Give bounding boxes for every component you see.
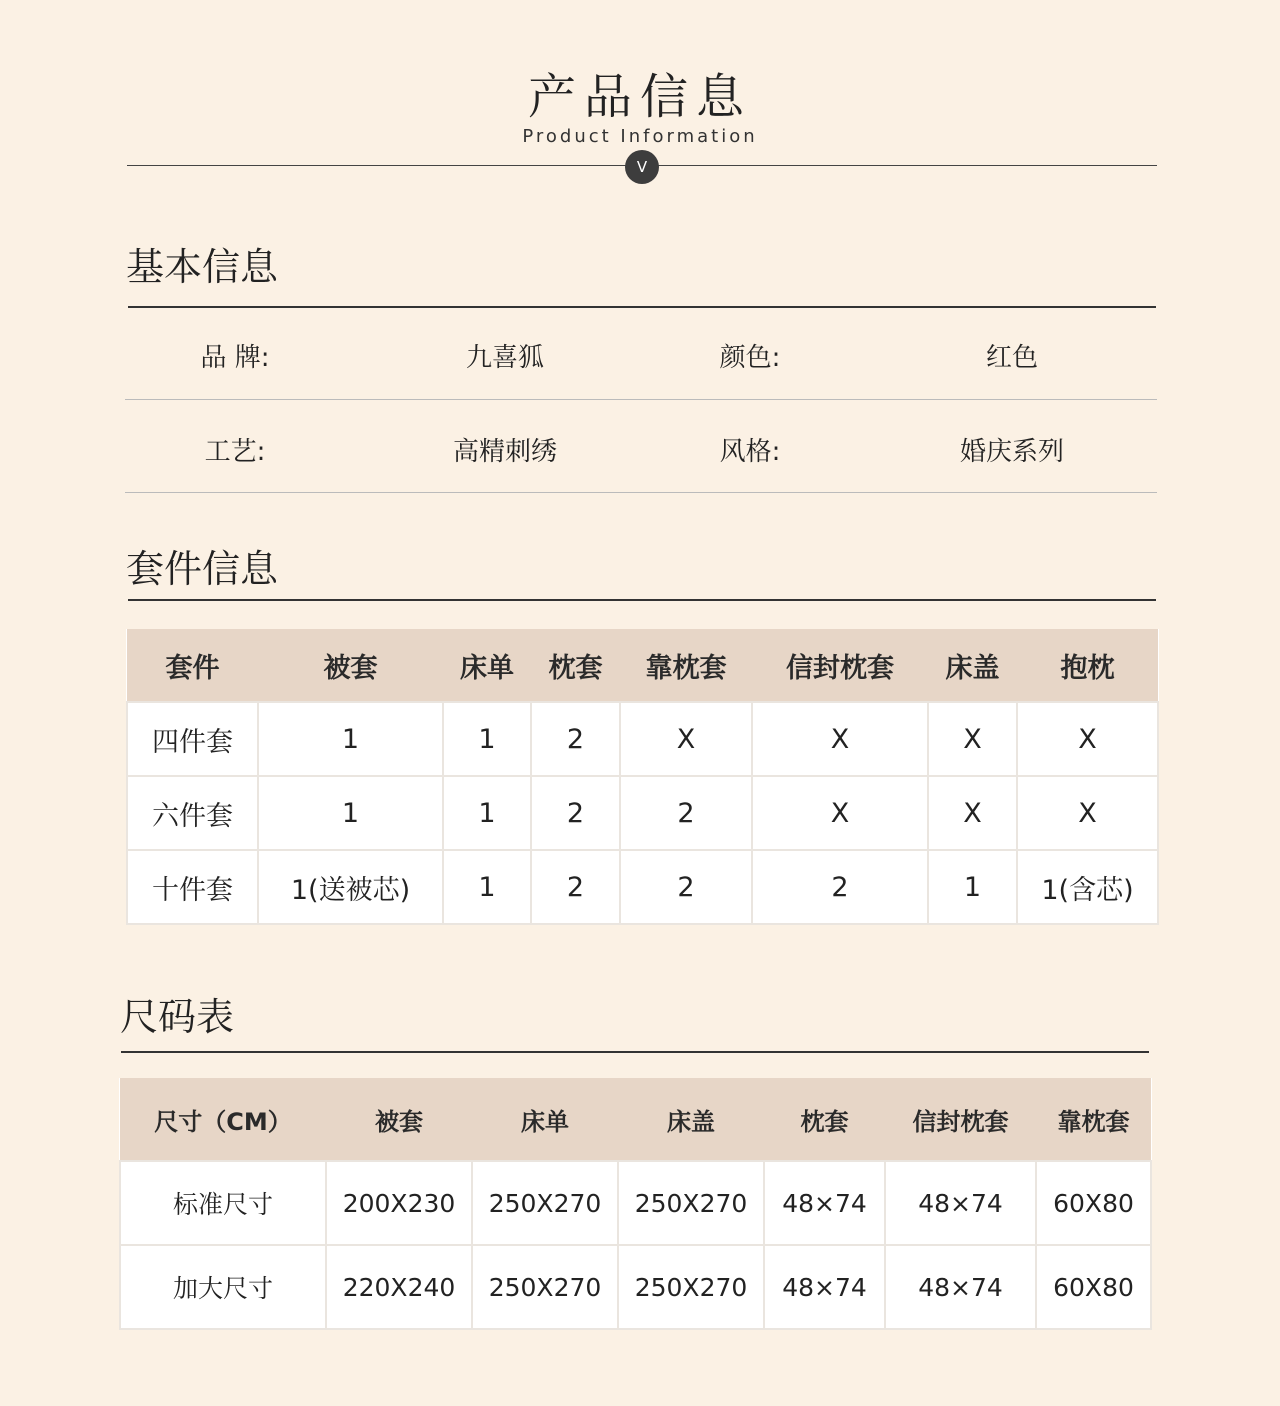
table-cell: 四件套 — [127, 702, 258, 776]
brand-value: 九喜狐 — [465, 343, 544, 373]
table-cell: X — [1017, 702, 1158, 776]
header-cell: 信封枕套 — [752, 629, 928, 702]
table-cell: 1 — [443, 702, 531, 776]
table-cell: 2 — [752, 850, 928, 924]
info-row-divider — [125, 399, 1157, 400]
table-cell: 250X270 — [618, 1161, 764, 1245]
table-cell: 2 — [531, 702, 620, 776]
table-cell: 60X80 — [1036, 1245, 1151, 1329]
header-cell: 靠枕套 — [1036, 1078, 1151, 1161]
size-table-header — [120, 1078, 1151, 1161]
table-cell: X — [928, 702, 1017, 776]
table-cell: 2 — [531, 776, 620, 850]
table-cell: 1 — [258, 702, 443, 776]
basic-info-divider — [128, 306, 1156, 308]
header-cell: 被套 — [258, 629, 443, 702]
table-cell: 1 — [443, 776, 531, 850]
page-subtitle: Product Information — [522, 126, 758, 147]
table-cell: 48×74 — [764, 1161, 885, 1245]
table-cell: X — [928, 776, 1017, 850]
table-cell: X — [620, 702, 752, 776]
table-cell: 200X230 — [326, 1161, 472, 1245]
info-row-divider — [125, 492, 1157, 493]
header-cell: 靠枕套 — [620, 629, 752, 702]
table-cell: 250X270 — [618, 1245, 764, 1329]
table-cell: 1 — [443, 850, 531, 924]
kit-info-title: 套件信息 — [126, 547, 279, 591]
table-cell: 60X80 — [1036, 1161, 1151, 1245]
table-cell: 1(含芯) — [1017, 850, 1158, 924]
table-cell: 48×74 — [885, 1245, 1036, 1329]
table-cell: 250X270 — [472, 1245, 618, 1329]
table-cell: 2 — [620, 776, 752, 850]
brand-label: 品 牌: — [200, 343, 270, 373]
table-cell: 2 — [620, 850, 752, 924]
table-cell: 48×74 — [764, 1245, 885, 1329]
table-cell: 六件套 — [127, 776, 258, 850]
table-row — [127, 702, 1158, 776]
header-cell: 被套 — [326, 1078, 472, 1161]
size-table-divider — [121, 1051, 1149, 1053]
kit-info-divider — [128, 599, 1156, 601]
table-cell: 1(送被芯) — [258, 850, 443, 924]
header-cell: 枕套 — [531, 629, 620, 702]
table-cell: X — [1017, 776, 1158, 850]
table-row — [127, 850, 1158, 924]
table-cell: 十件套 — [127, 850, 258, 924]
table-cell: 1 — [258, 776, 443, 850]
header-cell: 床单 — [443, 629, 531, 702]
color-label: 颜色: — [719, 343, 781, 373]
kit-table — [126, 629, 1159, 925]
kit-table-header — [127, 629, 1158, 702]
table-cell: 加大尺寸 — [120, 1245, 326, 1329]
table-cell: 48×74 — [885, 1161, 1036, 1245]
header-cell: 抱枕 — [1017, 629, 1158, 702]
header-cell: 枕套 — [764, 1078, 885, 1161]
table-cell: 250X270 — [472, 1161, 618, 1245]
basic-info-title: 基本信息 — [126, 245, 279, 289]
table-cell: X — [752, 776, 928, 850]
table-cell: 标准尺寸 — [120, 1161, 326, 1245]
header-cell: 尺寸（CM） — [120, 1078, 326, 1161]
table-row — [120, 1245, 1151, 1329]
header-cell: 信封枕套 — [885, 1078, 1036, 1161]
table-cell: 2 — [531, 850, 620, 924]
craft-value: 高精刺绣 — [452, 437, 557, 467]
style-label: 风格: — [719, 437, 781, 467]
color-value: 红色 — [985, 343, 1038, 373]
header-cell: 套件 — [127, 629, 258, 702]
size-table — [119, 1078, 1152, 1330]
size-table-title: 尺码表 — [120, 995, 235, 1039]
table-cell: 220X240 — [326, 1245, 472, 1329]
header-cell: 床盖 — [618, 1078, 764, 1161]
table-row — [120, 1161, 1151, 1245]
craft-label: 工艺: — [204, 437, 266, 467]
table-row — [127, 776, 1158, 850]
page-title: 产品信息 — [527, 69, 752, 125]
table-cell: X — [752, 702, 928, 776]
header-cell: 床单 — [472, 1078, 618, 1161]
header-cell: 床盖 — [928, 629, 1017, 702]
table-cell: 1 — [928, 850, 1017, 924]
style-value: 婚庆系列 — [959, 437, 1064, 467]
chevron-down-icon: V — [625, 150, 659, 184]
